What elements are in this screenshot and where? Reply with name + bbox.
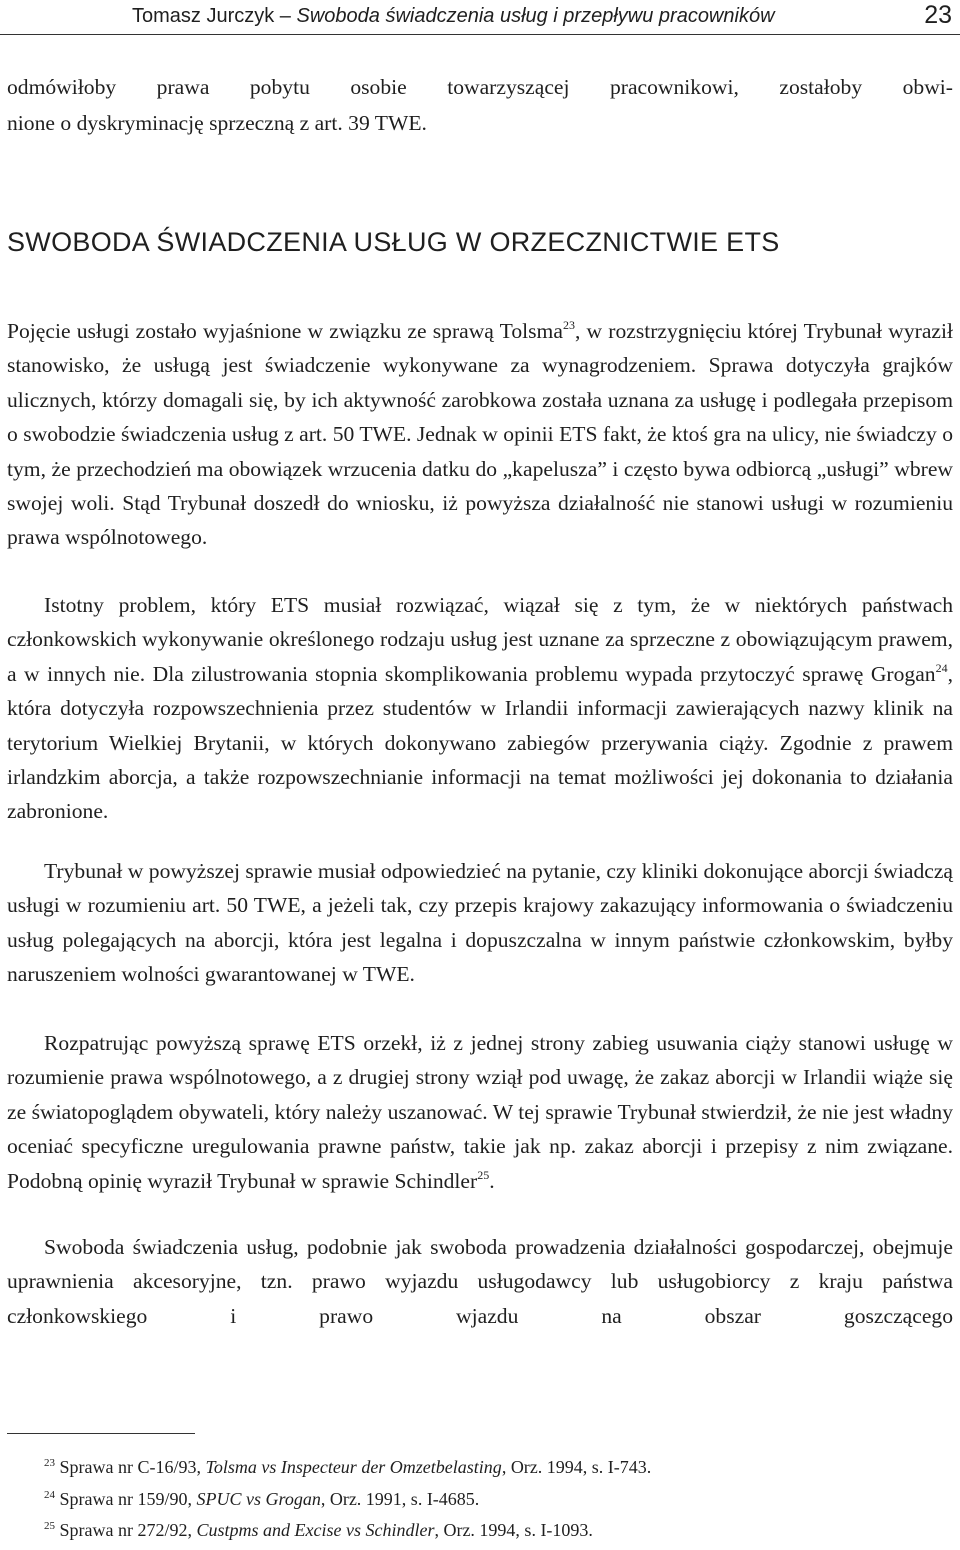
header-author: Tomasz Jurczyk – (132, 5, 297, 27)
footnote-text: Sprawa nr 272/92, (59, 1520, 197, 1540)
page-number: 23 (924, 1, 952, 29)
paragraph-4-text-a: Rozpatrując powyższą sprawę ETS orzekł, iż z jednej strony zabieg usuwania ciąży stanowi usługę w rozumienie prawa wspólnotowego, a z drugiej strony wziął pod uwagę, że zakaz aborcji w Irlandii wiąże się ze światopoglądem obywateli, który należy uszanować. W tej sprawie Trybunał stwierdził, że nie jest władny oceniać specyficzne uregulowania prawne państw, takie jak np. zakaz aborcji i przepisy z nim związane. Podobną opinię wyraził Trybunał w sprawie Schindler (7, 1031, 953, 1193)
footnote-citation: , Orz. 1994, s. I-743. (501, 1457, 652, 1477)
paragraph-5: Swoboda świadczenia usług, podobnie jak swoboda prowadzenia działalności gospodarczej, obejmuje uprawnienia akcesoryjne, tzn. prawo wyjazdu usługodawcy lub usługobiorcy z kraju państwa członkowskiego i prawo wjazdu na obszar goszczącego (7, 1235, 953, 1328)
footnote-number: 23 (44, 1457, 55, 1469)
footnote-citation: , Orz. 1991, s. I-4685. (320, 1489, 480, 1509)
section-heading: SWOBODA ŚWIADCZENIA USŁUG W ORZECZNICTWIE ETS (7, 227, 780, 257)
paragraph-2-text-a: Istotny problem, który ETS musiał rozwiązać, wiązał się z tym, że w niektórych państwach członkowskich wykonywanie określonego rodzaju usług jest uznane za sprzeczne z obowiązującym prawem, a w innych nie. Dla zilustrowania stopnia skomplikowania problemu wypada przytoczyć sprawę Grogan (7, 593, 953, 686)
footnote-case-name: Custpms and Excise vs Schindler (196, 1520, 435, 1540)
footnote-number: 24 (44, 1489, 55, 1501)
footnote-text: Sprawa nr 159/90, (59, 1489, 197, 1509)
footnote-case-name: SPUC vs Grogan (196, 1489, 321, 1509)
paragraph-1-text-b: , w rozstrzygnięciu której Trybunał wyraził stanowisko, że usługą jest świadczenie wykonywane za wynagrodzeniem. Sprawa dotyczyła grajków ulicznych, którzy domagali się, by ich aktywność zarobkowa została uznana za usługę i podlegała przepisom o swobodzie świadczenia usług z art. 50 TWE. Jednak w opinii ETS fakt, że ktoś gra na ulicy, nie świadczy o tym, że przechodzień ma obowiązek wrzucenia datku do „kapelusza” i często bywa odbiorcą „usługi” wbrew swojej woli. Stąd Trybunał doszedł do wniosku, iż powyższa działalność nie stanowi usługi w rozumieniu prawa wspólnotowego. (7, 319, 953, 550)
footnote-case-name: Tolsma vs Inspecteur der Omzetbelasting (205, 1457, 502, 1477)
footnote-24 (44, 1488, 479, 1510)
footnote-number: 25 (44, 1520, 55, 1532)
footnote-citation: , Orz. 1994, s. I-1093. (434, 1520, 593, 1540)
paragraph-3: Trybunał w powyższej sprawie musiał odpowiedzieć na pytanie, czy kliniki dokonujące aborcji świadczą usługi w rozumieniu art. 50 TWE, a jeżeli tak, czy przepis krajowy zakazujący informowania o świadczeniu usług polegających na aborcji, która jest legalna i dopuszczalna w innym państwie członkowskim, byłby naruszeniem wolności gwarantowanej w TWE. (7, 859, 953, 987)
footnote-text: Sprawa nr C-16/93, (59, 1457, 206, 1477)
intro-line-2: nione o dyskryminację sprzeczną z art. 39 TWE. (7, 111, 427, 135)
footnote-23 (44, 1456, 651, 1478)
footnote-25 (44, 1519, 593, 1541)
paragraph-2 (7, 588, 953, 829)
running-header (0, 0, 960, 35)
intro-line-1: odmówiłoby prawa pobytu osobie towarzyszącej pracownikowi, zostałoby obwi- (7, 75, 953, 99)
running-header-title (132, 5, 775, 28)
footnote-divider (7, 1433, 195, 1434)
header-book-title: Swoboda świadczenia usług i przepływu pracowników (296, 5, 775, 27)
paragraph-1 (7, 314, 953, 555)
paragraph-2-text-b: , która dotyczyła rozpowszechnienia przez studentów w Irlandii informacji zawierających nazwy klinik na terytorium Wielkiej Brytanii, w których dokonywano zabiegów przerywania ciąży. Zgodnie z prawem irlandzkim aborcja, a także rozpowszechnianie informacji na temat możliwości jej dokonania to działania zabronione. (7, 661, 953, 824)
paragraph-4-text-b: . (489, 1168, 495, 1193)
footnote-ref-23: 23 (562, 318, 575, 332)
footnote-ref-25: 25 (477, 1167, 490, 1182)
paragraph-4 (7, 1026, 953, 1198)
paragraph-1-text-a: Pojęcie usługi zostało wyjaśnione w związku ze sprawą Tolsma (7, 319, 563, 343)
footnote-ref-24: 24 (935, 660, 948, 675)
